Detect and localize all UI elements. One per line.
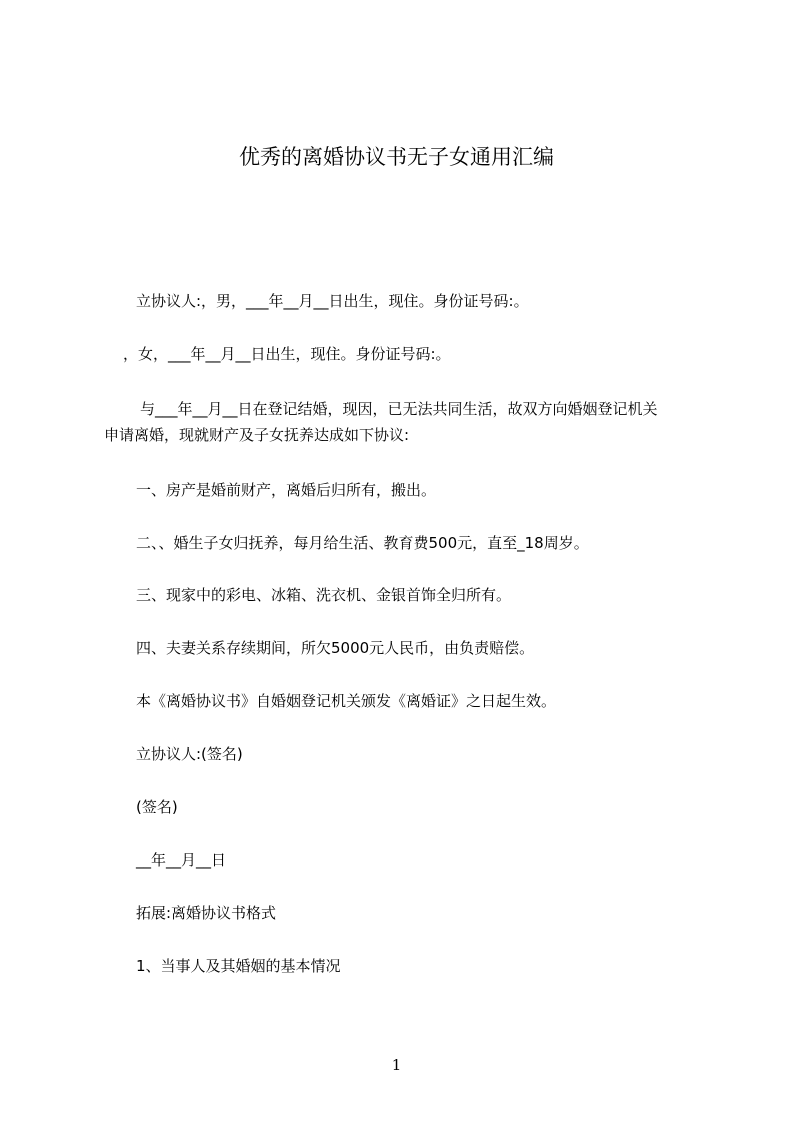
paragraph-marriage-line-1: 与___年__月__日在登记结婚，现因，已无法共同生活，故双方向婚姻登记机关 [140, 400, 658, 418]
paragraph-party-male: 立协议人:，男，___年__月__日出生，现住。身份证号码:。 [136, 292, 529, 310]
page-number: 1 [391, 1056, 402, 1074]
paragraph-basic-info: 1、当事人及其婚姻的基本情况 [136, 957, 341, 975]
paragraph-clause-1: 一、房产是婚前财产，离婚后归所有，搬出。 [136, 481, 437, 499]
paragraph-clause-3: 三、现家中的彩电、冰箱、洗衣机、金银首饰全归所有。 [136, 586, 512, 604]
paragraph-clause-2: 二、、婚生子女归抚养，每月给生活、教育费500元，直至_18周岁。 [136, 534, 589, 552]
paragraph-signature-2: (签名) [136, 798, 178, 816]
paragraph-clause-4: 四、夫妻关系存续期间，所欠5000元人民币，由负责赔偿。 [136, 639, 535, 657]
document-title: 优秀的离婚协议书无子女通用汇编 [239, 145, 554, 169]
paragraph-extension-heading: 拓展:离婚协议书格式 [136, 904, 277, 922]
paragraph-party-female: ，女，___年__月__日出生，现住。身份证号码:。 [123, 345, 451, 363]
paragraph-effective: 本《离婚协议书》自婚姻登记机关颁发《离婚证》之日起生效。 [136, 692, 557, 710]
paragraph-date: __年__月__日 [136, 851, 227, 869]
paragraph-marriage-line-2: 申请离婚，现就财产及子女抚养达成如下协议: [104, 426, 410, 444]
paragraph-signature-1: 立协议人:(签名) [136, 745, 243, 763]
